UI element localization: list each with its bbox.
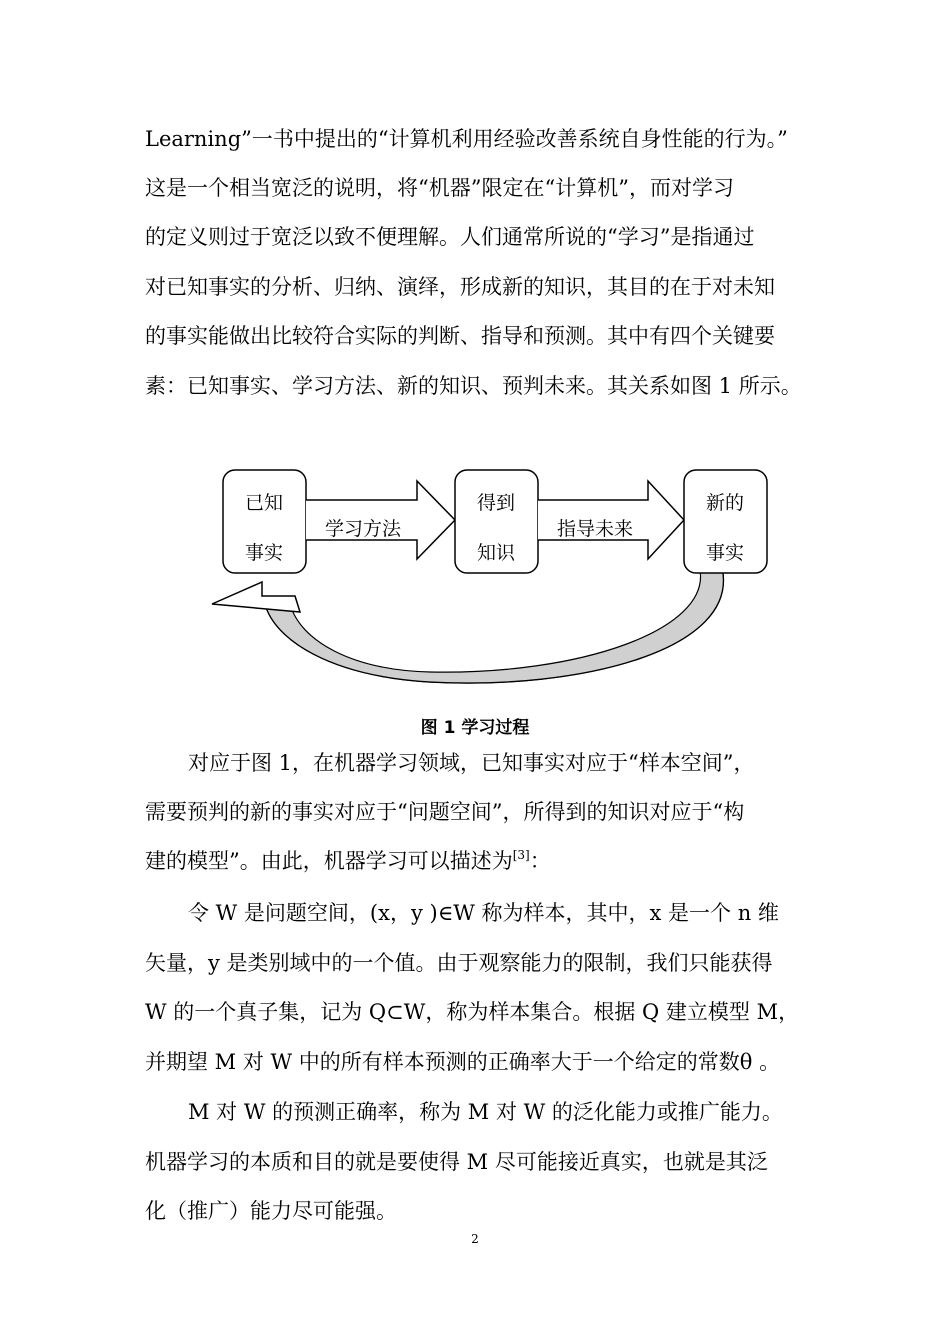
text-line: 素：已知事实、学习方法、新的知识、预判未来。其关系如图 1 所示。: [145, 374, 802, 398]
learning-process-diagram: [0, 450, 950, 700]
citation-ref: [3]: [512, 848, 530, 862]
return-arc-shade: [265, 568, 723, 683]
text-line: 化（推广）能力尽可能强。: [145, 1199, 397, 1223]
text-line: M 对 W 的预测正确率，称为 M 对 W 的泛化能力或推广能力。: [188, 1100, 783, 1124]
box2-line1: 得到: [476, 492, 516, 514]
box3-line2: 事实: [705, 542, 745, 564]
text-span: ：: [529, 849, 551, 873]
arrow2-label: 指导未来: [556, 518, 634, 540]
arrow1-label: 学习方法: [324, 518, 402, 540]
return-arrow-head: [212, 582, 300, 612]
text-line: 对应于图 1，在机器学习领域，已知事实对应于“样本空间”，: [188, 751, 755, 775]
text-line: W 的一个真子集，记为 Q⊂W，称为样本集合。根据 Q 建立模型 M，: [145, 1000, 800, 1024]
text-line: [145, 846, 815, 876]
return-arc: [265, 568, 723, 683]
text-span: 建的模型”。由此，机器学习可以描述为: [145, 849, 513, 873]
figure-caption: 图 1 学习过程: [420, 718, 530, 738]
box1-line1: 已知: [244, 492, 284, 514]
text-line: 需要预判的新的事实对应于“问题空间”，所得到的知识对应于“构: [145, 800, 745, 824]
text-line: 矢量，y 是类别域中的一个值。由于观察能力的限制，我们只能获得: [145, 951, 773, 975]
page-number: 2: [471, 1232, 479, 1246]
text-line: Learning”一书中提出的“计算机利用经验改善系统自身性能的行为。”: [145, 127, 788, 151]
text-line: 机器学习的本质和目的就是要使得 M 尽可能接近真实，也就是其泛: [145, 1150, 768, 1174]
text-line: 的定义则过于宽泛以致不便理解。人们通常所说的“学习”是指通过: [145, 225, 755, 249]
text-line: 并期望 M 对 W 中的所有样本预测的正确率大于一个给定的常数θ 。: [145, 1050, 781, 1074]
box2-line2: 知识: [476, 542, 516, 564]
box1-line2: 事实: [244, 542, 284, 564]
box3-line1: 新的: [705, 492, 745, 514]
text-line: 的事实能做出比较符合实际的判断、指导和预测。其中有四个关键要: [145, 324, 775, 348]
text-line: 令 W 是问题空间，(x，y )∈W 称为样本，其中，x 是一个 n 维: [188, 901, 779, 925]
text-line: 对已知事实的分析、归纳、演绎，形成新的知识，其目的在于对未知: [145, 275, 775, 299]
text-line: 这是一个相当宽泛的说明，将“机器”限定在“计算机”，而对学习: [145, 176, 734, 200]
